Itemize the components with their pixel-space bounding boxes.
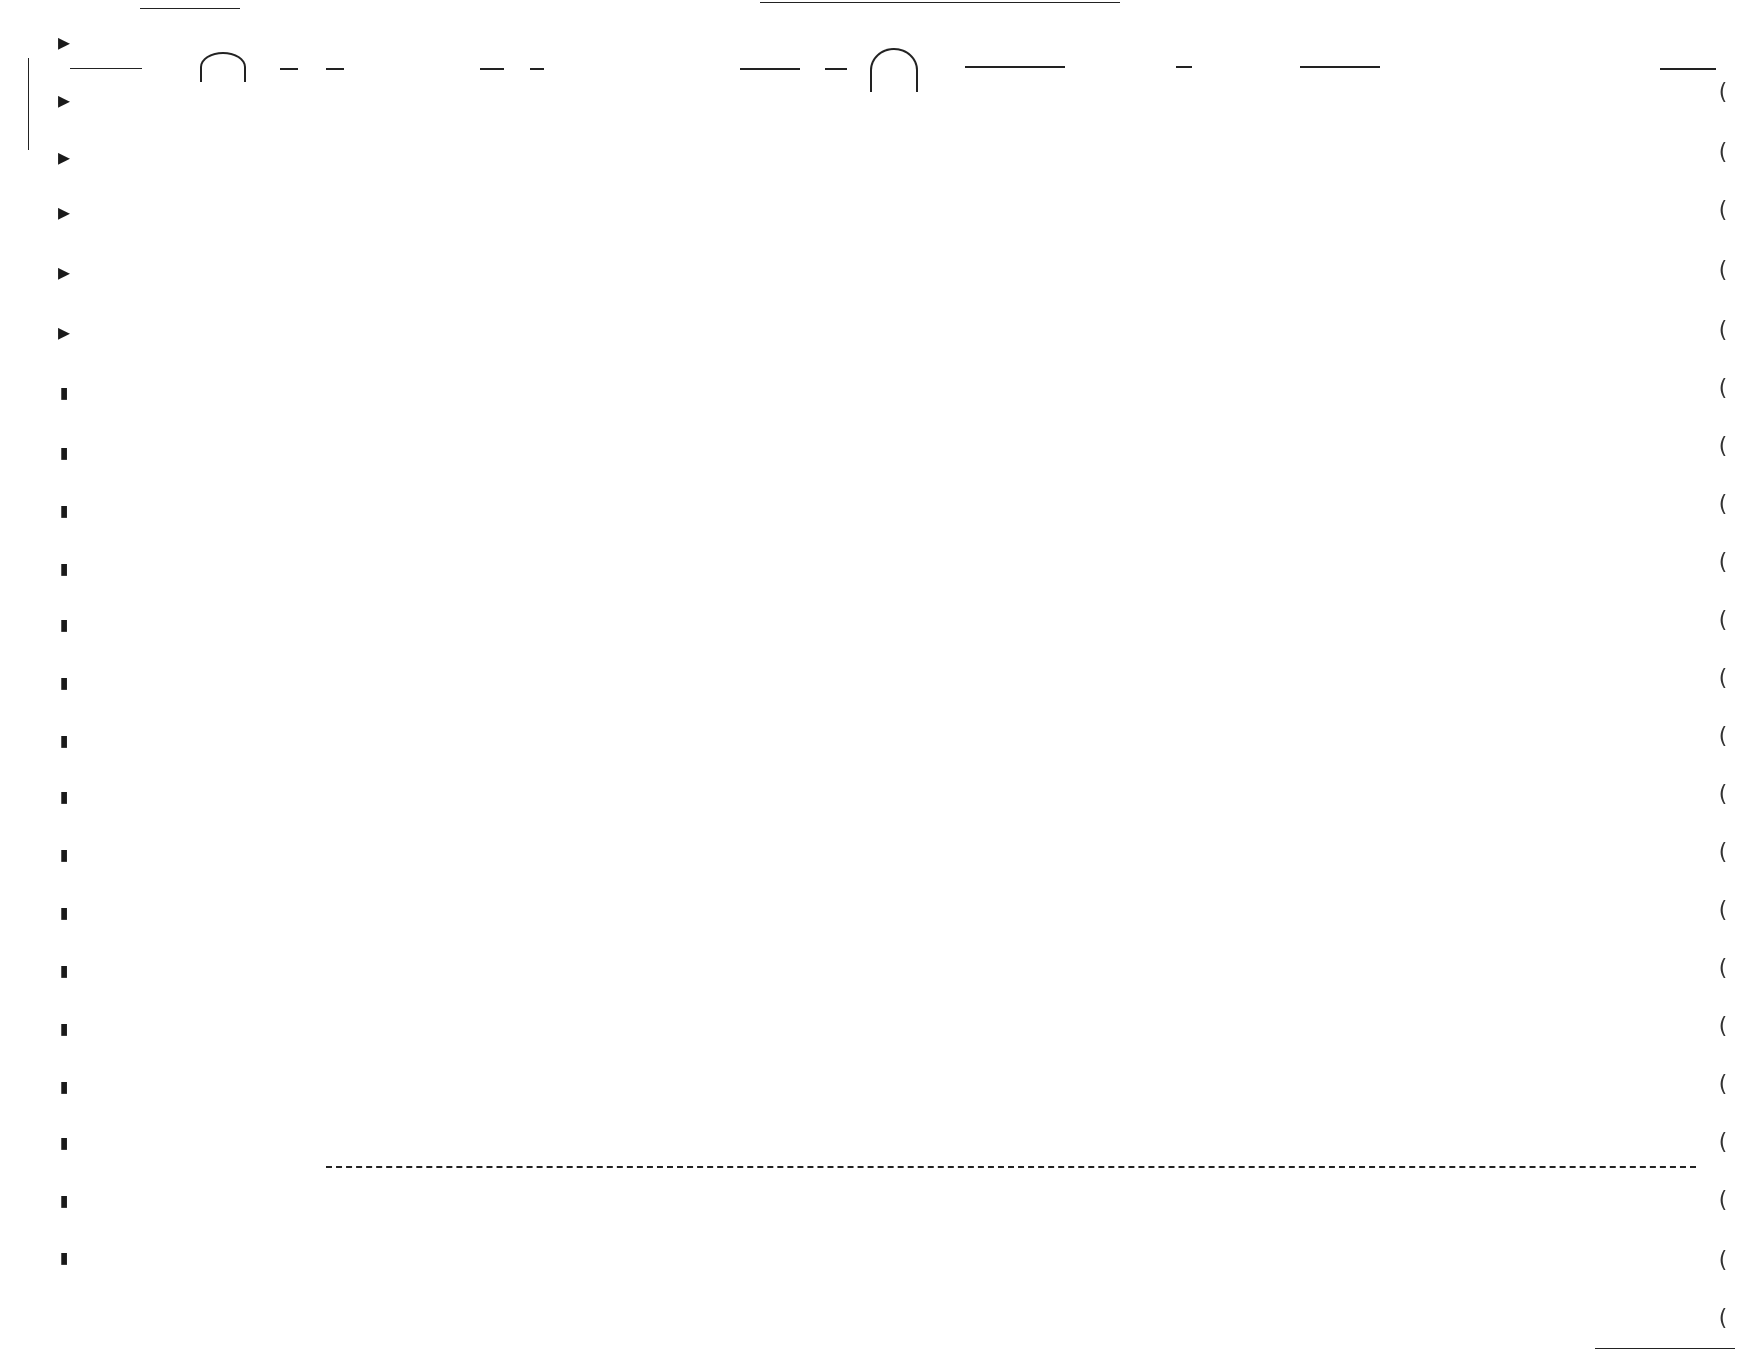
edge-mark: ( (1716, 1306, 1730, 1331)
edge-mark: ( (1716, 80, 1730, 105)
punch-mark: ▮ (58, 842, 71, 866)
punch-mark: ▮ (58, 1188, 71, 1212)
fraction-bar (326, 1166, 1696, 1168)
punch-mark: ▶ (58, 145, 71, 169)
edge-mark: ( (1716, 434, 1730, 459)
dash-mark (1176, 66, 1192, 68)
edge-mark: ( (1716, 550, 1730, 575)
punch-mark: ▮ (58, 1130, 71, 1154)
punch-mark: ▮ (58, 498, 71, 522)
punch-mark: ▮ (58, 784, 71, 808)
edge-mark: ( (1716, 1072, 1730, 1097)
edge-mark: ( (1716, 724, 1730, 749)
punch-mark: ▮ (58, 380, 71, 404)
punch-mark: ▮ (58, 958, 71, 982)
edge-mark: ( (1716, 956, 1730, 981)
dash-mark (740, 68, 800, 70)
punch-mark: ▶ (58, 88, 71, 112)
dash-mark (326, 68, 344, 70)
dash-mark (280, 68, 298, 70)
edge-mark: ( (1716, 840, 1730, 865)
punch-mark: ▶ (58, 320, 71, 344)
punch-mark: ▮ (58, 670, 71, 694)
edge-mark: ( (1716, 1248, 1730, 1273)
edge-mark: ( (1716, 608, 1730, 633)
punch-mark: ▮ (58, 556, 71, 580)
punch-mark: ▮ (58, 1245, 71, 1269)
dash-mark (1300, 66, 1380, 68)
punch-mark: ▮ (58, 1074, 71, 1098)
edge-mark: ( (1716, 258, 1730, 283)
edge-mark: ( (1716, 666, 1730, 691)
punch-mark: ▮ (58, 1016, 71, 1040)
punch-mark: ▮ (58, 900, 71, 924)
scan-rule (760, 2, 1120, 3)
punch-mark: ▮ (58, 728, 71, 752)
edge-mark: ( (1716, 376, 1730, 401)
edge-mark: ( (1716, 1014, 1730, 1039)
punch-mark: ▶ (58, 260, 71, 284)
edge-mark: ( (1716, 492, 1730, 517)
edge-mark: ( (1716, 1188, 1730, 1213)
edge-mark: ( (1716, 1130, 1730, 1155)
edge-mark: ( (1716, 782, 1730, 807)
punch-mark: ▶ (58, 200, 71, 224)
dash-mark (480, 68, 504, 70)
edge-mark: ( (1716, 898, 1730, 923)
arc-mark (200, 52, 246, 82)
arc-mark (870, 48, 918, 92)
dash-mark (965, 66, 1065, 68)
dash-mark (530, 68, 544, 70)
punch-mark: ▶ (58, 30, 71, 54)
edge-mark: ( (1716, 140, 1730, 165)
dash-mark (825, 68, 847, 70)
edge-mark: ( (1716, 318, 1730, 343)
punch-mark: ▮ (58, 612, 71, 636)
scan-rule (140, 8, 240, 9)
scan-rule (70, 68, 142, 69)
scan-rule (28, 58, 29, 150)
edge-mark: ( (1716, 198, 1730, 223)
punch-mark: ▮ (58, 440, 71, 464)
dash-mark (1660, 68, 1716, 70)
